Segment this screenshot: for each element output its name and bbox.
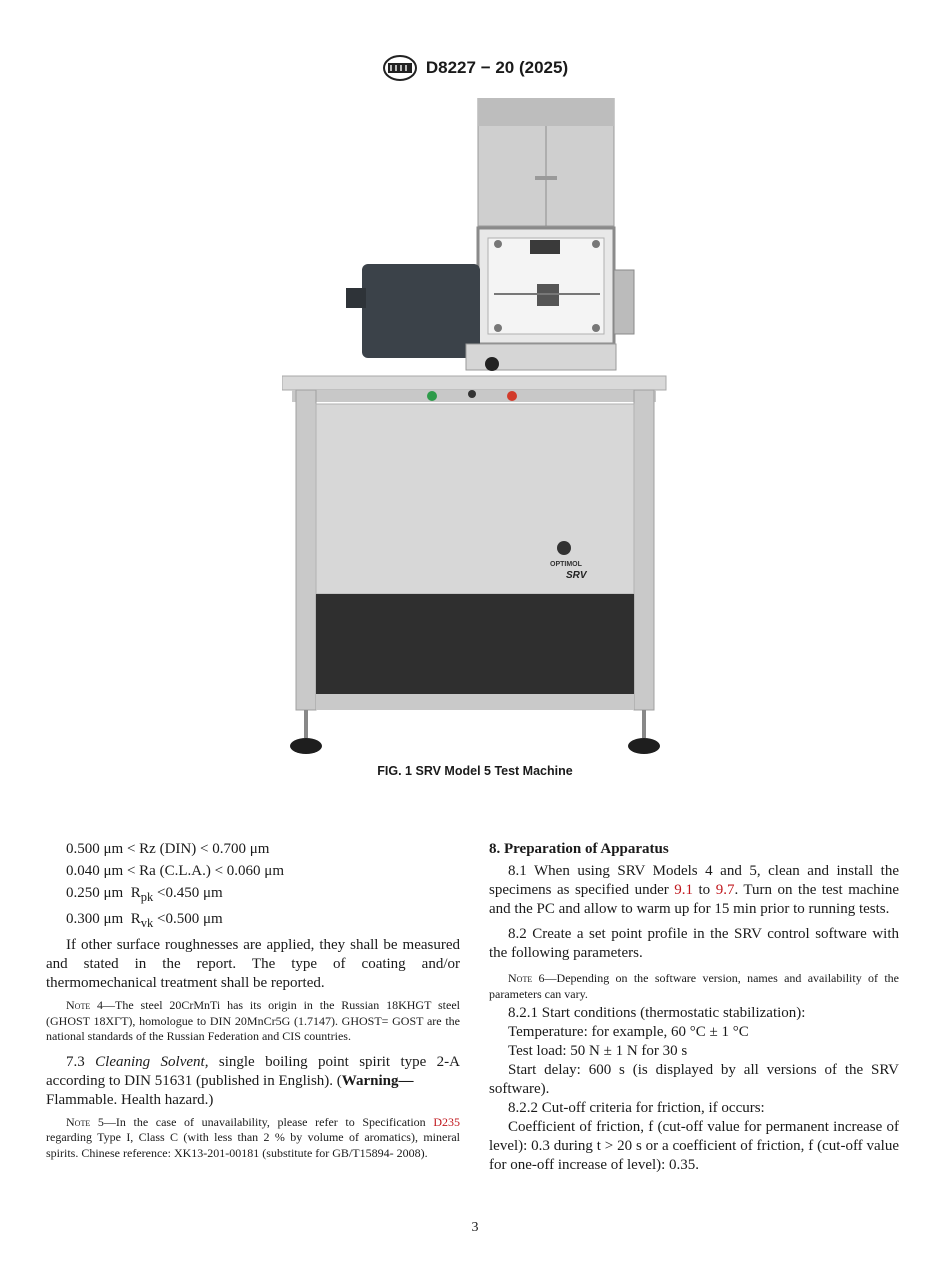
rvk-upper: <0.500 μm bbox=[153, 911, 223, 927]
rpk-symbol: R bbox=[130, 885, 141, 901]
section-7-3-number: 7.3 bbox=[66, 1053, 96, 1070]
rpk-subscript: pk bbox=[140, 890, 154, 904]
rvk-symbol: R bbox=[130, 911, 141, 927]
page-header bbox=[0, 54, 950, 82]
roughness-line-ra bbox=[66, 862, 460, 881]
right-column bbox=[489, 840, 899, 1175]
note-6-text: 6—Depending on the software version, names and availability of the parameters can vary. bbox=[489, 971, 899, 1001]
section-8-2-2-text: 8.2.2 Cut-off criteria for friction, if occurs: bbox=[508, 1100, 765, 1116]
section-7-3-text: single boiling point spirit type 2-A according to DIN 51631 (published in English). ( bbox=[46, 1053, 460, 1089]
section-8-2 bbox=[489, 925, 899, 963]
note-5-text-post: regarding Type I, Class C (with less than 2 % by volume of aromatics), mineral spirits. Chinese reference: XK13-201-00181 (substitute for GB/T15894- 2008). bbox=[46, 1130, 460, 1160]
test-load-line bbox=[489, 1042, 899, 1061]
section-8-1-pre: 8.1 When using SRV Models 4 and 5, clean and install the specimens as specified under bbox=[489, 863, 899, 898]
rz-upper: < 0.700 μm bbox=[196, 841, 270, 857]
rz-param: Rz (DIN) bbox=[139, 841, 197, 857]
roughness-line-rz bbox=[66, 840, 460, 859]
note-4-label: Note bbox=[66, 998, 91, 1012]
coefficient-text: Coefficient of friction, f (cut-off value for permanent increase of level): 0.3 during t > 20 s or a coefficient of friction, f (cut-off value for one-off increase of level): 0.35. bbox=[489, 1119, 899, 1173]
section-7-3 bbox=[46, 1053, 460, 1110]
coefficient-line bbox=[489, 1118, 899, 1175]
ra-lower: 0.040 μm < bbox=[66, 863, 140, 879]
temperature-text: Temperature: for example, 60 °C ± 1 °C bbox=[508, 1024, 749, 1040]
section-8-2-2 bbox=[489, 1099, 899, 1118]
roughness-paragraph bbox=[46, 936, 460, 993]
model-label: SRV bbox=[566, 570, 587, 581]
section-8-1 bbox=[489, 862, 899, 919]
start-delay-text: Start delay: 600 s (is displayed by all versions of the SRV software). bbox=[489, 1062, 899, 1097]
note-4 bbox=[46, 998, 460, 1045]
link-9-1[interactable]: 9.1 bbox=[674, 882, 694, 898]
section-8-1-post: . Turn on the test machine and the PC and allow to warm up for 15 min prior to running tests. bbox=[489, 882, 899, 917]
rpk-upper: <0.450 μm bbox=[153, 885, 223, 901]
section-8-1-mid: to bbox=[693, 882, 716, 898]
note-5-label: Note bbox=[66, 1114, 91, 1129]
temperature-line bbox=[489, 1023, 899, 1042]
ra-upper: < 0.060 μm bbox=[210, 863, 284, 879]
link-9-7[interactable]: 9.7 bbox=[715, 882, 735, 898]
roughness-paragraph-text: If other surface roughnesses are applied, they shall be measured and stated in the report. The type of coating and/or thermomechanical treatment shall be reported. bbox=[46, 937, 460, 991]
figure-caption: FIG. 1 SRV Model 5 Test Machine bbox=[377, 764, 573, 778]
astm-logo-icon bbox=[382, 54, 418, 82]
section-8-heading: 8. Preparation of Apparatus bbox=[489, 841, 669, 857]
section-7-3-title: Cleaning Solvent, bbox=[95, 1053, 209, 1070]
page-number: 3 bbox=[471, 1220, 479, 1235]
note-6-label: Note bbox=[508, 971, 533, 985]
rvk-subscript: vk bbox=[140, 916, 154, 930]
rvk-lower: 0.300 μm bbox=[66, 911, 124, 927]
standard-designation: D8227 − 20 (2025) bbox=[425, 58, 569, 77]
note-4-text: 4—The steel 20CrMnTi has its origin in the Russian 18KHGT steel (GHOST 18XГT), homologue to DIN 20MnCr5G (1.7147). GHOST= GOST are the national standards of the Russian Federation and CIS countries. bbox=[46, 998, 460, 1043]
rpk-lower: 0.250 μm bbox=[66, 885, 124, 901]
section-7-3-tail: Flammable. Health hazard.) bbox=[46, 1091, 214, 1108]
section-8-2-text: 8.2 Create a set point profile in the SRV control software with the following parameters. bbox=[489, 926, 899, 961]
d235-link[interactable]: D235 bbox=[433, 1114, 460, 1129]
brand-label: OPTIMOL bbox=[550, 561, 582, 568]
section-8-2-1-text: 8.2.1 Start conditions (thermostatic stabilization): bbox=[508, 1005, 806, 1021]
ra-param: Ra (C.L.A.) bbox=[139, 863, 211, 879]
warning-label: Warning— bbox=[341, 1072, 414, 1089]
roughness-line-rvk bbox=[66, 910, 460, 933]
start-delay-line bbox=[489, 1061, 899, 1099]
test-load-text: Test load: 50 N ± 1 N for 30 s bbox=[508, 1043, 688, 1059]
note-6 bbox=[489, 971, 899, 1002]
section-8-2-1 bbox=[489, 1004, 899, 1023]
roughness-line-rpk bbox=[66, 884, 460, 907]
srv-machine-figure bbox=[282, 98, 668, 760]
left-column bbox=[46, 840, 460, 1169]
rz-lower: 0.500 μm < bbox=[66, 841, 140, 857]
note-5-text-pre: 5—In the case of unavailability, please refer to Specification bbox=[90, 1114, 434, 1129]
note-5 bbox=[46, 1115, 460, 1162]
